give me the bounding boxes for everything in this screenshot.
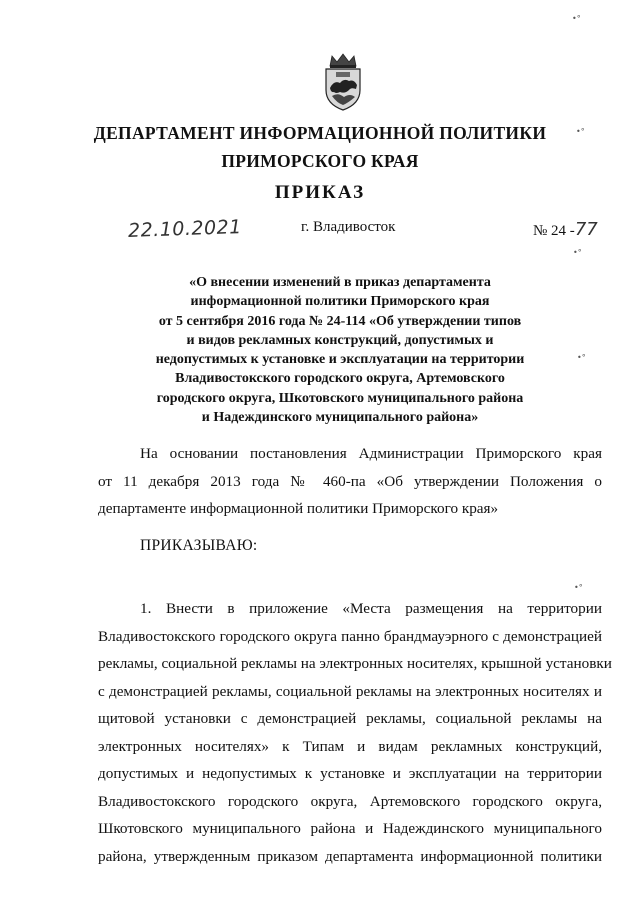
item-1-line: 1. Внести в приложение «Места размещения на территории [140,600,602,617]
item-1-line: Владивостокского городского округа панно брандмауэрного с демонстрацией [98,627,602,645]
item-1-line: допустимых и недопустимых к установке и эксплуатации на территории [98,765,602,782]
item-1-line: с демонстрацией рекламы, социальной рекламы на электронных носителях и [98,682,602,700]
order-subject [140,273,540,427]
subject-line: и видов рекламных конструкций, допустимых и [186,332,494,348]
scan-speck: •° [572,14,581,23]
handwritten-number: 77 [574,219,598,240]
preamble-line: департаменте информационной политики Приморского края» [98,500,499,517]
item-1-line: Владивостокского городского округа, Артемовского городского округа, [98,792,602,810]
document-number-prefix: № 24 - [533,223,575,239]
scan-speck: •° [576,127,585,136]
document-type-title: ПРИКАЗ [274,182,366,203]
subject-line: и Надеждинского муниципального района» [201,410,479,426]
document-city: г. Владивосток [301,219,396,235]
item-1-line: района, утвержденным приказом департамента информационной политики [98,847,602,865]
department-name-line1: ДЕПАРТАМЕНТ ИНФОРМАЦИОННОЙ ПОЛИТИКИ [93,123,547,143]
document-number [533,219,598,240]
preamble-line: от 11 декабря 2013 года № 460-па «Об утверждении Положения о [98,472,602,490]
order-heading: ПРИКАЗЫВАЮ: [140,537,258,554]
subject-line: от 5 сентября 2016 года № 24-114 «Об утверждении типов [158,313,522,329]
coat-of-arms-emblem [318,52,368,112]
subject-line: недопустимых к установке и эксплуатации на территории [155,352,525,368]
subject-line: «О внесении изменений в приказ департамента [189,275,491,290]
item-1-paragraph [98,595,612,870]
handwritten-date: 22.10.2021 [127,216,243,242]
item-1-line: щитовой установки с демонстрацией рекламы, социальной рекламы на [98,710,602,727]
subject-line: городского округа, Шкотовского муниципального района [156,390,524,406]
scan-speck: •° [577,353,586,362]
preamble-line: На основании постановления Администрации Приморского края [140,445,602,462]
scan-speck: •° [573,248,582,257]
subject-line: Владивостокского городского округа, Артемовского [175,371,505,387]
preamble-paragraph [98,440,602,523]
subject-line: информационной политики Приморского края [190,294,490,310]
item-1-line: электронных носителях» к Типам и видам рекламных конструкций, [98,737,602,755]
item-1-line: рекламы, социальной рекламы на электронных носителях, крышной установки [98,655,612,672]
item-1-line: Шкотовского муниципального района и Надеждинского муниципального [98,820,602,837]
department-name-line2: ПРИМОРСКОГО КРАЯ [221,151,419,171]
scan-speck: •° [574,583,583,592]
